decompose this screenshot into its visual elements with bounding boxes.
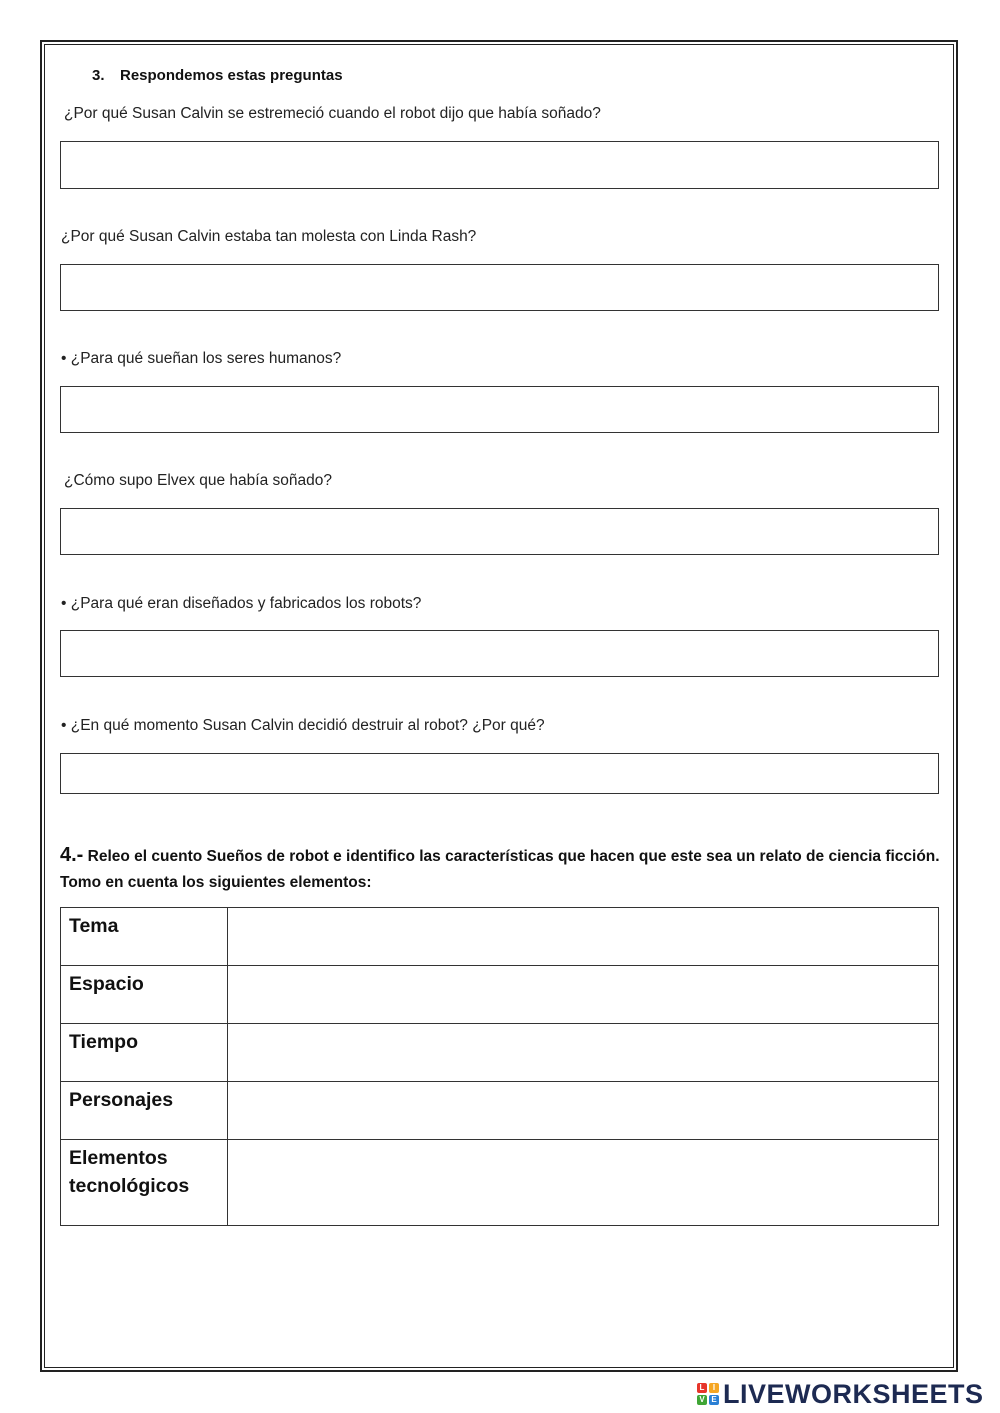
logo-mark-letter: I xyxy=(709,1383,719,1393)
section-4-number: 4.- xyxy=(60,844,84,866)
liveworksheets-logo xyxy=(697,1380,984,1408)
question-1-text: ¿Por qué Susan Calvin se estremeció cuando el robot dijo que había soñado? xyxy=(64,105,601,122)
question-6-text: • ¿En qué momento Susan Calvin decidió destruir al robot? ¿Por qué? xyxy=(61,717,545,734)
row-label-espacio: Espacio xyxy=(61,966,228,1024)
row-label-elementos-tecnologicos: Elementos tecnológicos xyxy=(61,1140,228,1226)
row-label-tiempo: Tiempo xyxy=(61,1024,228,1082)
section-4-instruction: Releo el cuento Sueños de robot e identifico las características que hacen que este sea un relato de ciencia ficción. Tomo en cuenta los siguientes elementos: xyxy=(60,848,940,891)
answer-espacio-field[interactable] xyxy=(228,966,939,1024)
answer-5-field[interactable] xyxy=(60,630,939,677)
question-3-text: • ¿Para qué sueñan los seres humanos? xyxy=(61,350,342,367)
question-5-text: • ¿Para qué eran diseñados y fabricados los robots? xyxy=(61,595,422,612)
elements-table xyxy=(60,907,939,1226)
logo-mark-letter: V xyxy=(697,1395,707,1405)
answer-personajes-field[interactable] xyxy=(228,1082,939,1140)
row-label-personajes: Personajes xyxy=(61,1082,228,1140)
answer-tema-field[interactable] xyxy=(228,908,939,966)
logo-mark-letter: L xyxy=(697,1383,707,1393)
table-row xyxy=(61,1082,939,1140)
answer-tiempo-field[interactable] xyxy=(228,1024,939,1082)
table-row xyxy=(61,966,939,1024)
row-label-tema: Tema xyxy=(61,908,228,966)
section-3-title: Respondemos estas preguntas xyxy=(120,67,343,84)
question-4-text: ¿Cómo supo Elvex que había soñado? xyxy=(64,472,332,489)
section-3-number: 3. xyxy=(92,67,105,84)
liveworksheets-wordmark: LIVEWORKSHEETS xyxy=(723,1378,984,1409)
answer-6-field[interactable] xyxy=(60,753,939,794)
logo-mark-letter: E xyxy=(709,1395,719,1405)
question-2-text: ¿Por qué Susan Calvin estaba tan molesta con Linda Rash? xyxy=(61,228,477,245)
answer-2-field[interactable] xyxy=(60,264,939,311)
answer-3-field[interactable] xyxy=(60,386,939,433)
answer-4-field[interactable] xyxy=(60,508,939,555)
table-row xyxy=(61,908,939,966)
liveworksheets-mark-icon xyxy=(697,1383,719,1405)
table-row xyxy=(61,1024,939,1082)
answer-1-field[interactable] xyxy=(60,141,939,189)
section-3-heading xyxy=(92,67,343,84)
section-4-heading xyxy=(60,842,940,896)
table-row xyxy=(61,1140,939,1226)
answer-elementos-tecnologicos-field[interactable] xyxy=(228,1140,939,1226)
